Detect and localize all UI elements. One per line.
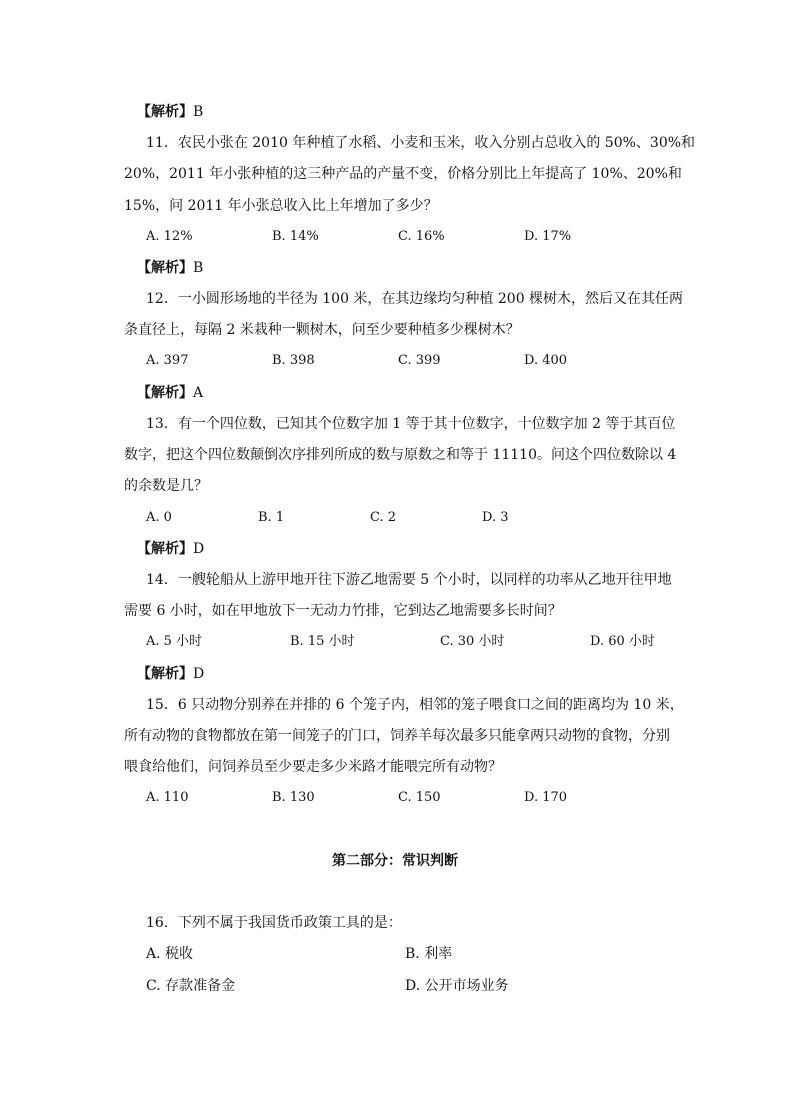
option-d: D. 17% [524,229,572,244]
option-d: D. 400 [524,353,568,368]
option-b: B. 130 [272,790,315,805]
option-d: D. 60 小时 [590,634,655,649]
section-heading: 第二部分：常识判断 [332,853,458,869]
option-d: D. 公开市场业务 [405,978,509,994]
option-c: C. 2 [370,510,397,525]
answer-value: B [193,104,204,120]
option-c: C. 存款准备金 [146,978,236,994]
answer-label: 【解析】 [137,385,193,401]
question-15-line-3: 喂食给他们，问饲养员至少要走多少米路才能喂完所有动物？ [124,759,502,775]
option-a: A. 0 [146,510,172,525]
answer-line [137,383,203,403]
answer-label: 【解析】 [137,541,193,557]
option-a: A. 税收 [146,946,194,962]
option-a: A. 110 [146,790,189,805]
question-15-line-1: 15．6 只动物分别养在并排的 6 个笼子内，相邻的笼子喂食口之间的距离均为 10 米， [146,697,684,713]
question-12-line-1: 12．一小圆形场地的半径为 100 米，在其边缘均匀种植 200 棵树木，然后又在其任两 [146,291,684,307]
option-c: C. 30 小时 [440,634,505,649]
question-11-line-3: 15%，问 2011 年小张总收入比上年增加了多少？ [124,198,438,214]
question-12-line-2: 条直径上，每隔 2 米栽种一颗树木，问至少要种植多少棵树木？ [124,322,520,338]
answer-line [137,102,203,122]
question-15-line-2: 所有动物的食物都放在第一间笼子的门口，饲养羊每次最多只能拿两只动物的食物，分别 [124,728,670,744]
answer-label: 【解析】 [137,104,193,120]
option-a: A. 12% [146,229,193,244]
question-13-line-2: 数字，把这个四位数颠倒次序排列所成的数与原数之和等于 11110。问这个四位数除以 4 [124,447,677,463]
option-b: B. 14% [272,229,319,244]
option-c: C. 399 [398,353,441,368]
option-a: A. 5 小时 [146,634,203,649]
answer-value: D [193,541,205,557]
option-b: B. 15 小时 [290,634,355,649]
question-14-line-1: 14．一艘轮船从上游甲地开往下游乙地需要 5 个小时，以同样的功率从乙地开往甲地 [146,572,672,588]
question-16-line-1: 16．下列不属于我国货币政策工具的是： [146,915,402,931]
option-b: B. 利率 [405,946,453,962]
option-d: D. 3 [482,510,509,525]
answer-value: B [193,260,204,276]
answer-value: D [193,666,205,682]
option-b: B. 398 [272,353,315,368]
question-13-line-1: 13．有一个四位数，已知其个位数字加 1 等于其十位数字，十位数字加 2 等于其百位 [146,416,676,432]
answer-label: 【解析】 [137,260,193,276]
question-11-line-1: 11．农民小张在 2010 年种植了水稻、小麦和玉米，收入分别占总收入的 50%、30%和 [146,135,696,151]
answer-line [137,258,203,278]
question-14-line-2: 需要 6 小时，如在甲地放下一无动力竹排，它到达乙地需要多长时间？ [124,603,562,619]
answer-line [137,664,204,684]
option-c: C. 16% [398,229,445,244]
option-d: D. 170 [524,790,568,805]
question-11-line-2: 20%，2011 年小张种植的这三种产品的产量不变，价格分别比上年提高了 10%、20%和 [124,166,682,182]
option-a: A. 397 [146,353,189,368]
question-13-line-3: 的余数是几？ [124,478,208,494]
option-b: B. 1 [258,510,285,525]
option-c: C. 150 [398,790,441,805]
answer-value: A [193,385,204,401]
answer-line [137,539,204,559]
answer-label: 【解析】 [137,666,193,682]
